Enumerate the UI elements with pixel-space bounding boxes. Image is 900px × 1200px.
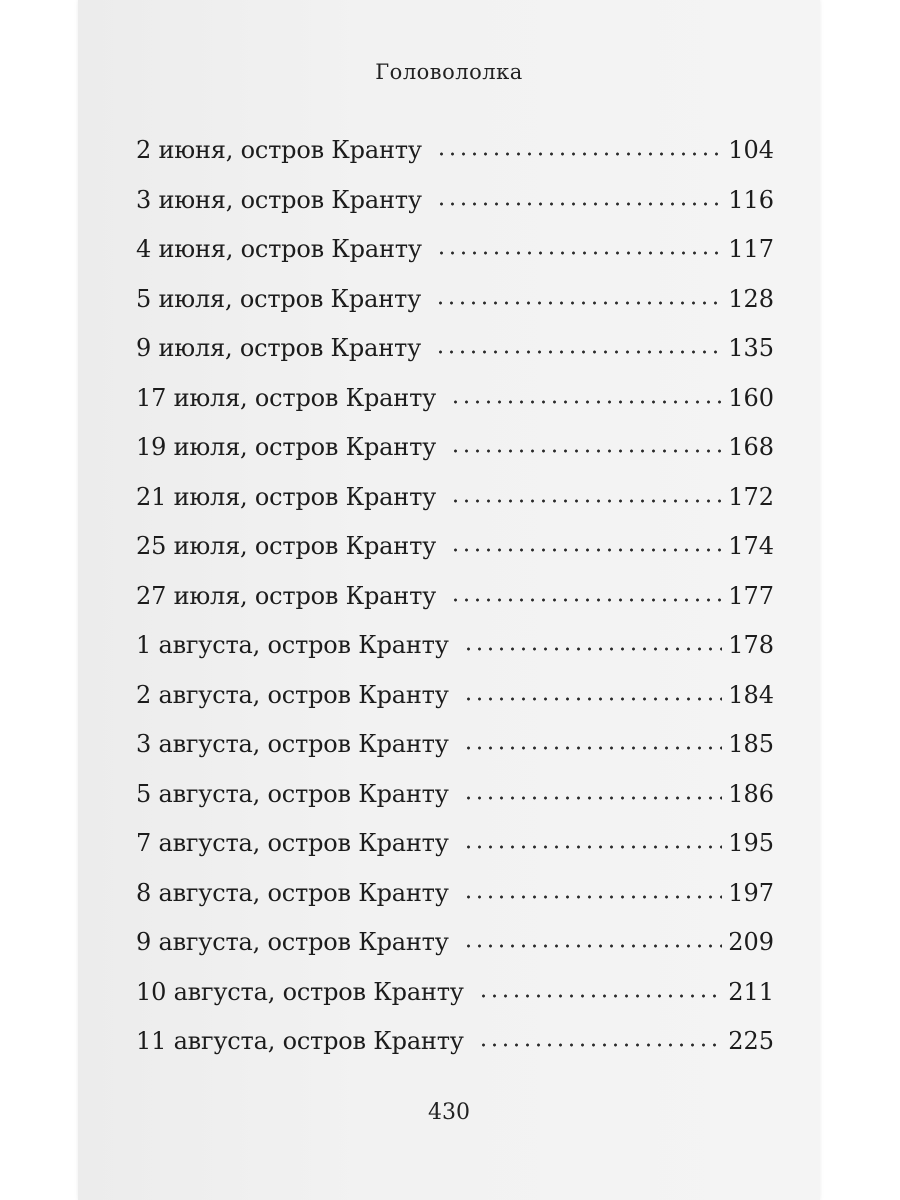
- toc-entry-page: 178: [728, 631, 774, 659]
- toc-entry: [136, 234, 774, 284]
- toc-entry-title: 3 августа, остров Кранту: [136, 730, 449, 758]
- toc-entry: [136, 135, 774, 185]
- toc-entry-title: 27 июля, остров Кранту: [136, 581, 437, 610]
- toc-entry: [136, 284, 774, 334]
- toc-entry-title: 19 июля, остров Кранту: [136, 433, 437, 461]
- toc-entry-page: 185: [728, 730, 774, 758]
- toc-entry-title: 5 июля, остров Кранту: [136, 284, 421, 313]
- dot-leader: [450, 548, 722, 552]
- toc-entry: [136, 432, 774, 482]
- dot-leader: [436, 202, 722, 206]
- toc-entry: [136, 383, 774, 433]
- dot-leader: [450, 400, 722, 404]
- running-head: Головололка: [375, 60, 523, 84]
- toc-entry: [136, 630, 774, 680]
- toc-entry-title: 3 июня, остров Кранту: [136, 185, 422, 214]
- toc-entry-title: 5 августа, остров Кранту: [136, 779, 449, 808]
- toc-entry: [136, 531, 774, 581]
- toc-entry-page: 168: [728, 433, 774, 461]
- page-number: 430: [428, 1100, 470, 1125]
- dot-leader: [463, 895, 723, 899]
- dot-leader: [478, 994, 722, 998]
- toc-entry-title: 11 августа, остров Кранту: [136, 1027, 464, 1055]
- dot-leader: [463, 944, 723, 948]
- toc-entry: [136, 581, 774, 631]
- toc-entry-title: 9 августа, остров Кранту: [136, 928, 449, 956]
- dot-leader: [436, 152, 722, 156]
- toc-entry-title: 2 июня, остров Кранту: [136, 136, 422, 164]
- toc-entry-title: 17 июля, остров Кранту: [136, 383, 437, 412]
- toc-entry-page: 197: [728, 878, 774, 907]
- toc-entry-title: 25 июля, остров Кранту: [136, 532, 437, 560]
- toc-entry-page: 128: [728, 284, 774, 313]
- toc-entry: [136, 878, 774, 928]
- toc-entry-page: 160: [728, 383, 774, 412]
- toc-entry: [136, 333, 774, 383]
- dot-leader: [463, 796, 723, 800]
- toc-entry: [136, 729, 774, 779]
- toc-entry: [136, 977, 774, 1027]
- toc-entry-page: 225: [728, 1027, 774, 1055]
- toc-entry-title: 1 августа, остров Кранту: [136, 631, 449, 659]
- toc-entry: [136, 927, 774, 977]
- dot-leader: [435, 350, 722, 354]
- toc-entry-title: 2 августа, остров Кранту: [136, 680, 449, 709]
- toc-entry-title: 4 июня, остров Кранту: [136, 235, 422, 263]
- toc-entry: [136, 828, 774, 878]
- dot-leader: [450, 449, 722, 453]
- table-of-contents: [136, 135, 774, 1076]
- dot-leader: [450, 598, 722, 602]
- toc-entry-page: 172: [728, 482, 774, 511]
- toc-entry-page: 186: [728, 779, 774, 808]
- book-page: [78, 0, 820, 1200]
- dot-leader: [478, 1043, 722, 1047]
- toc-entry: [136, 1026, 774, 1076]
- toc-entry-page: 211: [728, 977, 774, 1006]
- dot-leader: [463, 647, 723, 651]
- toc-entry-page: 195: [728, 829, 774, 857]
- toc-entry-page: 177: [728, 581, 774, 610]
- dot-leader: [463, 845, 723, 849]
- toc-entry-page: 104: [728, 136, 774, 164]
- dot-leader: [463, 697, 723, 701]
- toc-entry-page: 184: [728, 680, 774, 709]
- dot-leader: [450, 499, 722, 503]
- toc-entry-page: 174: [728, 532, 774, 560]
- dot-leader: [435, 301, 722, 305]
- toc-entry-title: 9 июля, остров Кранту: [136, 334, 421, 362]
- toc-entry: [136, 185, 774, 235]
- toc-entry-title: 21 июля, остров Кранту: [136, 482, 437, 511]
- dot-leader: [436, 251, 722, 255]
- toc-entry: [136, 680, 774, 730]
- toc-entry-page: 209: [728, 928, 774, 956]
- toc-entry-title: 8 августа, остров Кранту: [136, 878, 449, 907]
- dot-leader: [463, 746, 723, 750]
- toc-entry-page: 135: [728, 334, 774, 362]
- toc-entry-title: 7 августа, остров Кранту: [136, 829, 449, 857]
- toc-entry: [136, 482, 774, 532]
- toc-entry-page: 116: [728, 185, 774, 214]
- toc-entry: [136, 779, 774, 829]
- toc-entry-title: 10 августа, остров Кранту: [136, 977, 464, 1006]
- toc-entry-page: 117: [728, 235, 774, 263]
